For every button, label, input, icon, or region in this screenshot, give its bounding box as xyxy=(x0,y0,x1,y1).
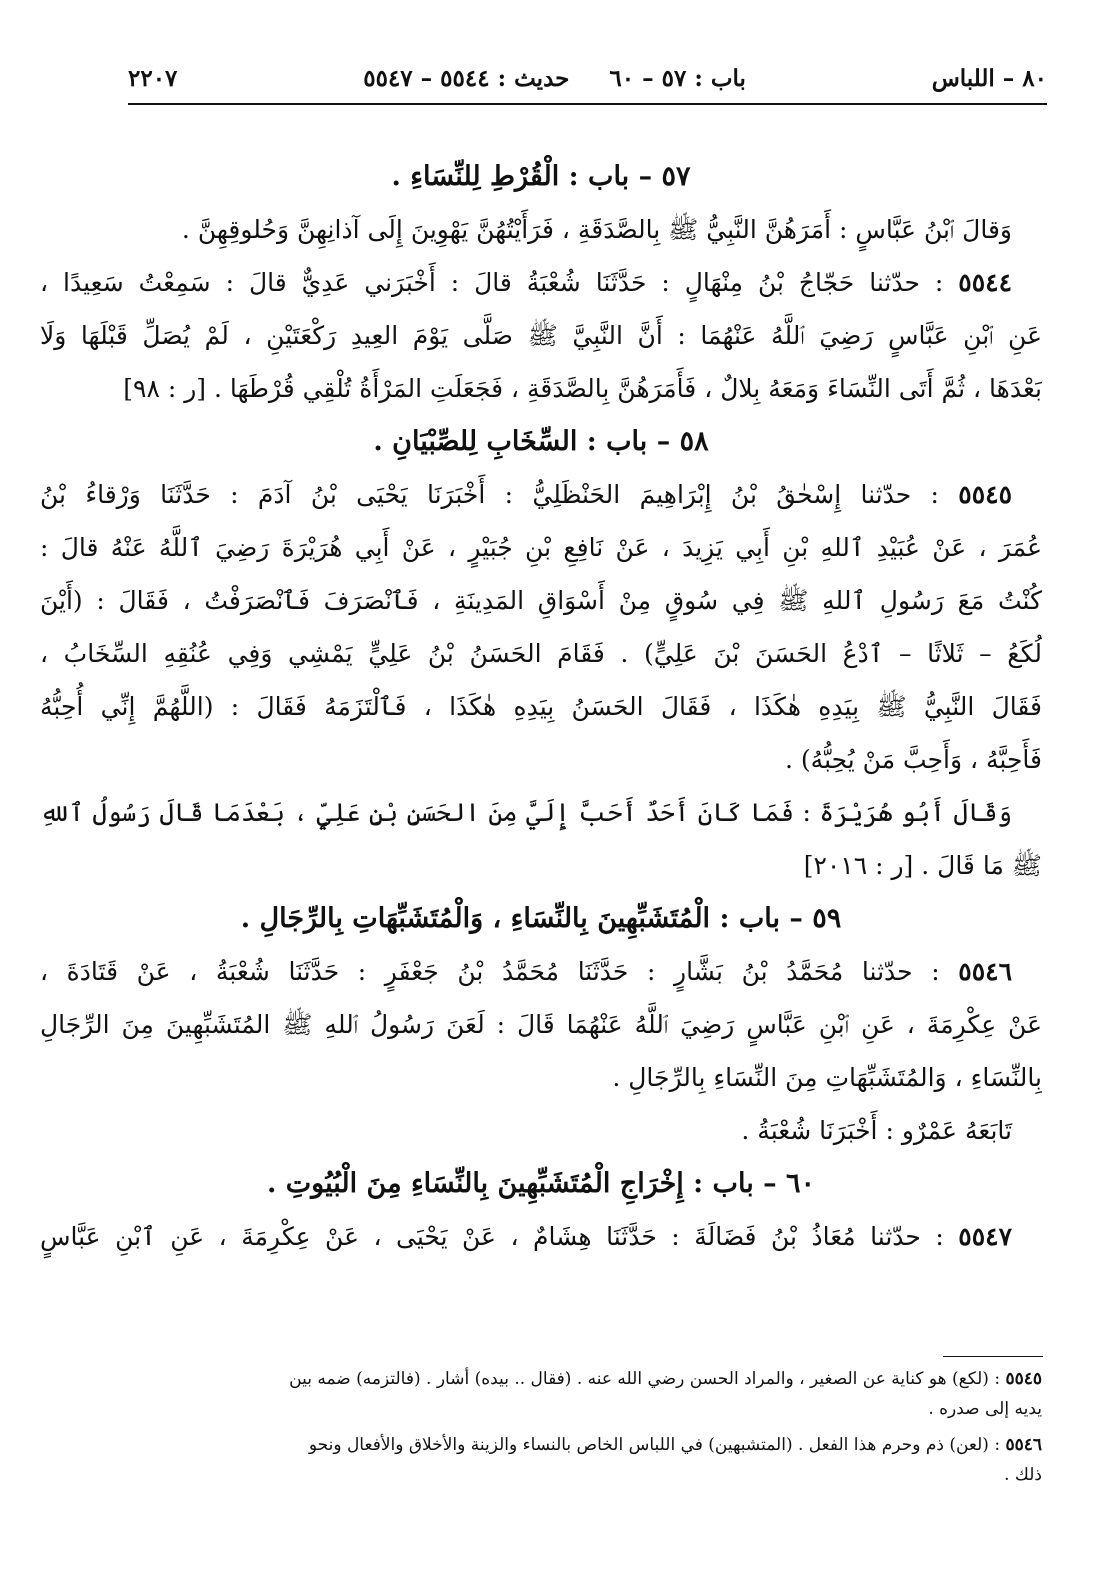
text-line xyxy=(40,521,1042,574)
line-text: بَعْدَهَا ، ثُمَّ أَتَى النِّسَاءَ وَمَعَهُ بِلالٌ ، فَأَمَرَهُنَّ بِالصَّدَقَةِ ، فَجَعَلَتِ المَرْأَةُ تُلْقِي قُرْطَهَا . [ر : ٩٨] xyxy=(123,374,1042,403)
line-text: : حدّثنا مُعَاذُ بْنُ فَضَالَةَ : حَدَّثَنَا هِشَامٌ ، عَنْ يَحْيَى ، عَنْ عِكْرِمَةَ ، عَنِ ٱبْنِ عَبَّاسٍ xyxy=(40,1222,944,1251)
text-line xyxy=(40,256,1042,309)
bab-range: باب : ٥٧ – ٦٠ xyxy=(609,64,746,92)
text-line xyxy=(40,362,1042,415)
line-text: عَنْ عِكْرِمَةَ ، عَنِ ٱبْنِ عَبَّاسٍ رَضِيَ ٱللَّهُ عَنْهُمَا قَالَ : لَعَنَ رَسُولُ ٱللهِ ﷺ المُتَشَبِّهِينَ مِنَ الرِّجَالِ xyxy=(40,1010,1042,1039)
footnote-number: ٥٥٤٦ xyxy=(1005,1435,1042,1455)
main-text xyxy=(40,150,1042,1263)
line-text: وَقَالَ أَبُو هُرَيْرَةَ : فَمَا كَانَ أَحَدٌ أَحَبَّ إِلَيَّ مِنَ الحَسَنِ بْنِ عَلِيٍّ ، بَعْدَمَا قَالَ رَسُولُ ٱللهِ xyxy=(40,798,1012,827)
chapter-title: ٨٠ – اللباس xyxy=(931,64,1047,92)
text-line xyxy=(40,839,1042,892)
line-text: : حدّثنا إِسْحٰقُ بْنُ إِبْرَاهِيمَ الحَنْظَلِيُّ : أَخْبَرَنَا يَحْيَى بْنُ آدَمَ : حَدَّثَنَا وَرْقاءُ بْنُ xyxy=(40,480,939,509)
hadith-number: ٥٥٤٥ xyxy=(958,480,1012,509)
text-line xyxy=(40,786,1042,839)
footnote-text: : (لعن) ذم وحرم هذا الفعل . (المتشبهين) في اللباس الخاص بالنساء والزينة والأخلاق والأفعال ونحو xyxy=(308,1435,1001,1455)
footnote-line xyxy=(70,1364,1042,1394)
chapter-heading: ٦٠ – باب : إِخْرَاجِ الْمُتَشَبِّهِينَ بِالنِّسَاءِ مِنَ الْبُيُوتِ . xyxy=(266,1168,816,1199)
text-line xyxy=(40,733,1042,786)
text-line xyxy=(40,627,1042,680)
header-rule xyxy=(128,103,1047,105)
line-text: لُكَعُ – ثَلاثًا – ٱدْعُ الحَسَنَ بْنَ عَلِيٍّ) . فَقَامَ الحَسَنُ بْنُ عَلِيٍّ يَمْشِي وَفِي عُنُقِهِ السِّخَابُ ، xyxy=(40,639,1042,668)
line-text: : حدّثنا مُحَمَّدُ بْنُ بَشَّارٍ : حَدَّثَنَا مُحَمَّدُ بْنُ جَعْفَرٍ : حَدَّثَنَا شُعْبَةُ ، عَنْ قَتَادَةَ ، xyxy=(40,957,940,986)
text-line xyxy=(40,1051,1042,1104)
line-text: تَابَعَهُ عَمْرٌو : أَخْبَرَنَا شُعْبَةُ . xyxy=(741,1116,1012,1145)
page-header xyxy=(128,58,1047,98)
line-text: : حدّثنا حَجّاجُ بْنُ مِنْهَالٍ : حَدَّثَنَا شُعْبَةُ قالَ : أَخْبَرَني عَدِيٌّ قالَ : سَمِعْتُ سَعِيدًا ، xyxy=(40,268,944,297)
line-text: كُنْتُ مَعَ رَسُولِ ٱللهِ ﷺ فِي سُوقٍ مِنْ أَسْوَاقِ المَدِينَةِ ، فَٱنْصَرَفَ فَٱنْصَرَفْتُ ، فَقَالَ : (أَيْنَ xyxy=(40,586,1042,615)
line-text: عَنِ ٱبْنِ عَبَّاسٍ رَضِيَ ٱللَّهُ عَنْهُمَا : أَنَّ النَّبِيَّ ﷺ صَلَّى يَوْمَ العِيدِ رَكْعَتَيْنِ ، لَمْ يُصَلِّ قَبْلَهَا وَلَا xyxy=(40,321,1042,350)
footnote-line xyxy=(70,1460,1042,1490)
chapter-heading: ٥٩ – باب : الْمُتَشَبِّهِينَ بِالنِّسَاءِ ، وَالْمُتَشَبِّهَاتِ بِالرِّجَالِ . xyxy=(240,903,842,934)
footnote-text: : (لكع) هو كناية عن الصغير ، والمراد الحسن رضي الله عنه . (فقال .. بيده) أشار . (فالتزمه) ضمه بين xyxy=(289,1369,1001,1389)
text-line xyxy=(40,1104,1042,1157)
footnote xyxy=(70,1430,1042,1490)
text-line xyxy=(40,468,1042,521)
text-line xyxy=(40,998,1042,1051)
header-ranges xyxy=(363,65,746,92)
text-line xyxy=(40,309,1042,362)
line-text: وَقالَ ٱبْنُ عَبَّاسٍ : أَمَرَهُنَّ النَّبِيُّ ﷺ بِالصَّدَقَةِ ، فَرَأَيْتُهُنَّ يَهْوِينَ إِلَى آذانِهِنَّ وَحُلوقِهِنَّ . xyxy=(181,215,1012,244)
footnote-rule xyxy=(943,1356,1043,1357)
text-line xyxy=(40,680,1042,733)
footnote xyxy=(70,1364,1042,1424)
chapter-heading: ٥٨ – باب : السِّخَابِ لِلصِّبْيَانِ . xyxy=(373,426,709,457)
hadith-number: ٥٥٤٦ xyxy=(958,957,1012,986)
line-text: فَأَحِبَّهُ ، وَأَحِبَّ مَنْ يُحِبُّهُ) . xyxy=(785,745,1042,774)
chapter-heading: ٥٧ – باب : الْقُرْطِ لِلنِّسَاءِ . xyxy=(391,161,691,192)
line-text: ﷺ مَا قَالَ . [ر : ٢٠١٦] xyxy=(803,851,1042,880)
page-number: ٢٢٠٧ xyxy=(128,64,178,92)
footnote-text: يديه إلى صدره . xyxy=(928,1399,1042,1419)
hadith-number: ٥٥٤٧ xyxy=(958,1222,1012,1251)
line-text: عُمَرَ ، عَنْ عُبَيْدِ ٱللهِ بْنِ أَبِي يَزِيدَ ، عَنْ نَافِعِ بْنِ جُبَيْرٍ ، عَنْ أَبِي هُرَيْرَةَ رَضِيَ ٱللَّهُ عَنْهُ قالَ : xyxy=(40,533,1042,562)
hadith-number: ٥٥٤٤ xyxy=(958,268,1012,297)
line-text: بِالنِّسَاءِ ، وَالمُتَشَبِّهَاتِ مِنَ النِّسَاءِ بِالرِّجَالِ . xyxy=(612,1063,1042,1092)
line-text: فَقَالَ النَّبِيُّ ﷺ بِيَدِهِ هٰكَذَا ، فَقَالَ الحَسَنُ بِيَدِهِ هٰكَذَا ، فَٱلْتَزَمَهُ فَقَالَ : (اللَّهُمَّ إِنِّي أُحِبُّهُ xyxy=(40,692,1042,721)
text-line xyxy=(40,574,1042,627)
footnotes xyxy=(70,1364,1042,1496)
text-line xyxy=(40,945,1042,998)
footnote-line xyxy=(70,1430,1042,1460)
footnote-line xyxy=(70,1394,1042,1424)
text-line xyxy=(40,203,1042,256)
footnote-number: ٥٥٤٥ xyxy=(1005,1369,1042,1389)
footnote-text: ذلك . xyxy=(1004,1465,1042,1485)
hadith-range: حديث : ٥٥٤٤ – ٥٥٤٧ xyxy=(363,64,570,92)
text-line xyxy=(40,1210,1042,1263)
